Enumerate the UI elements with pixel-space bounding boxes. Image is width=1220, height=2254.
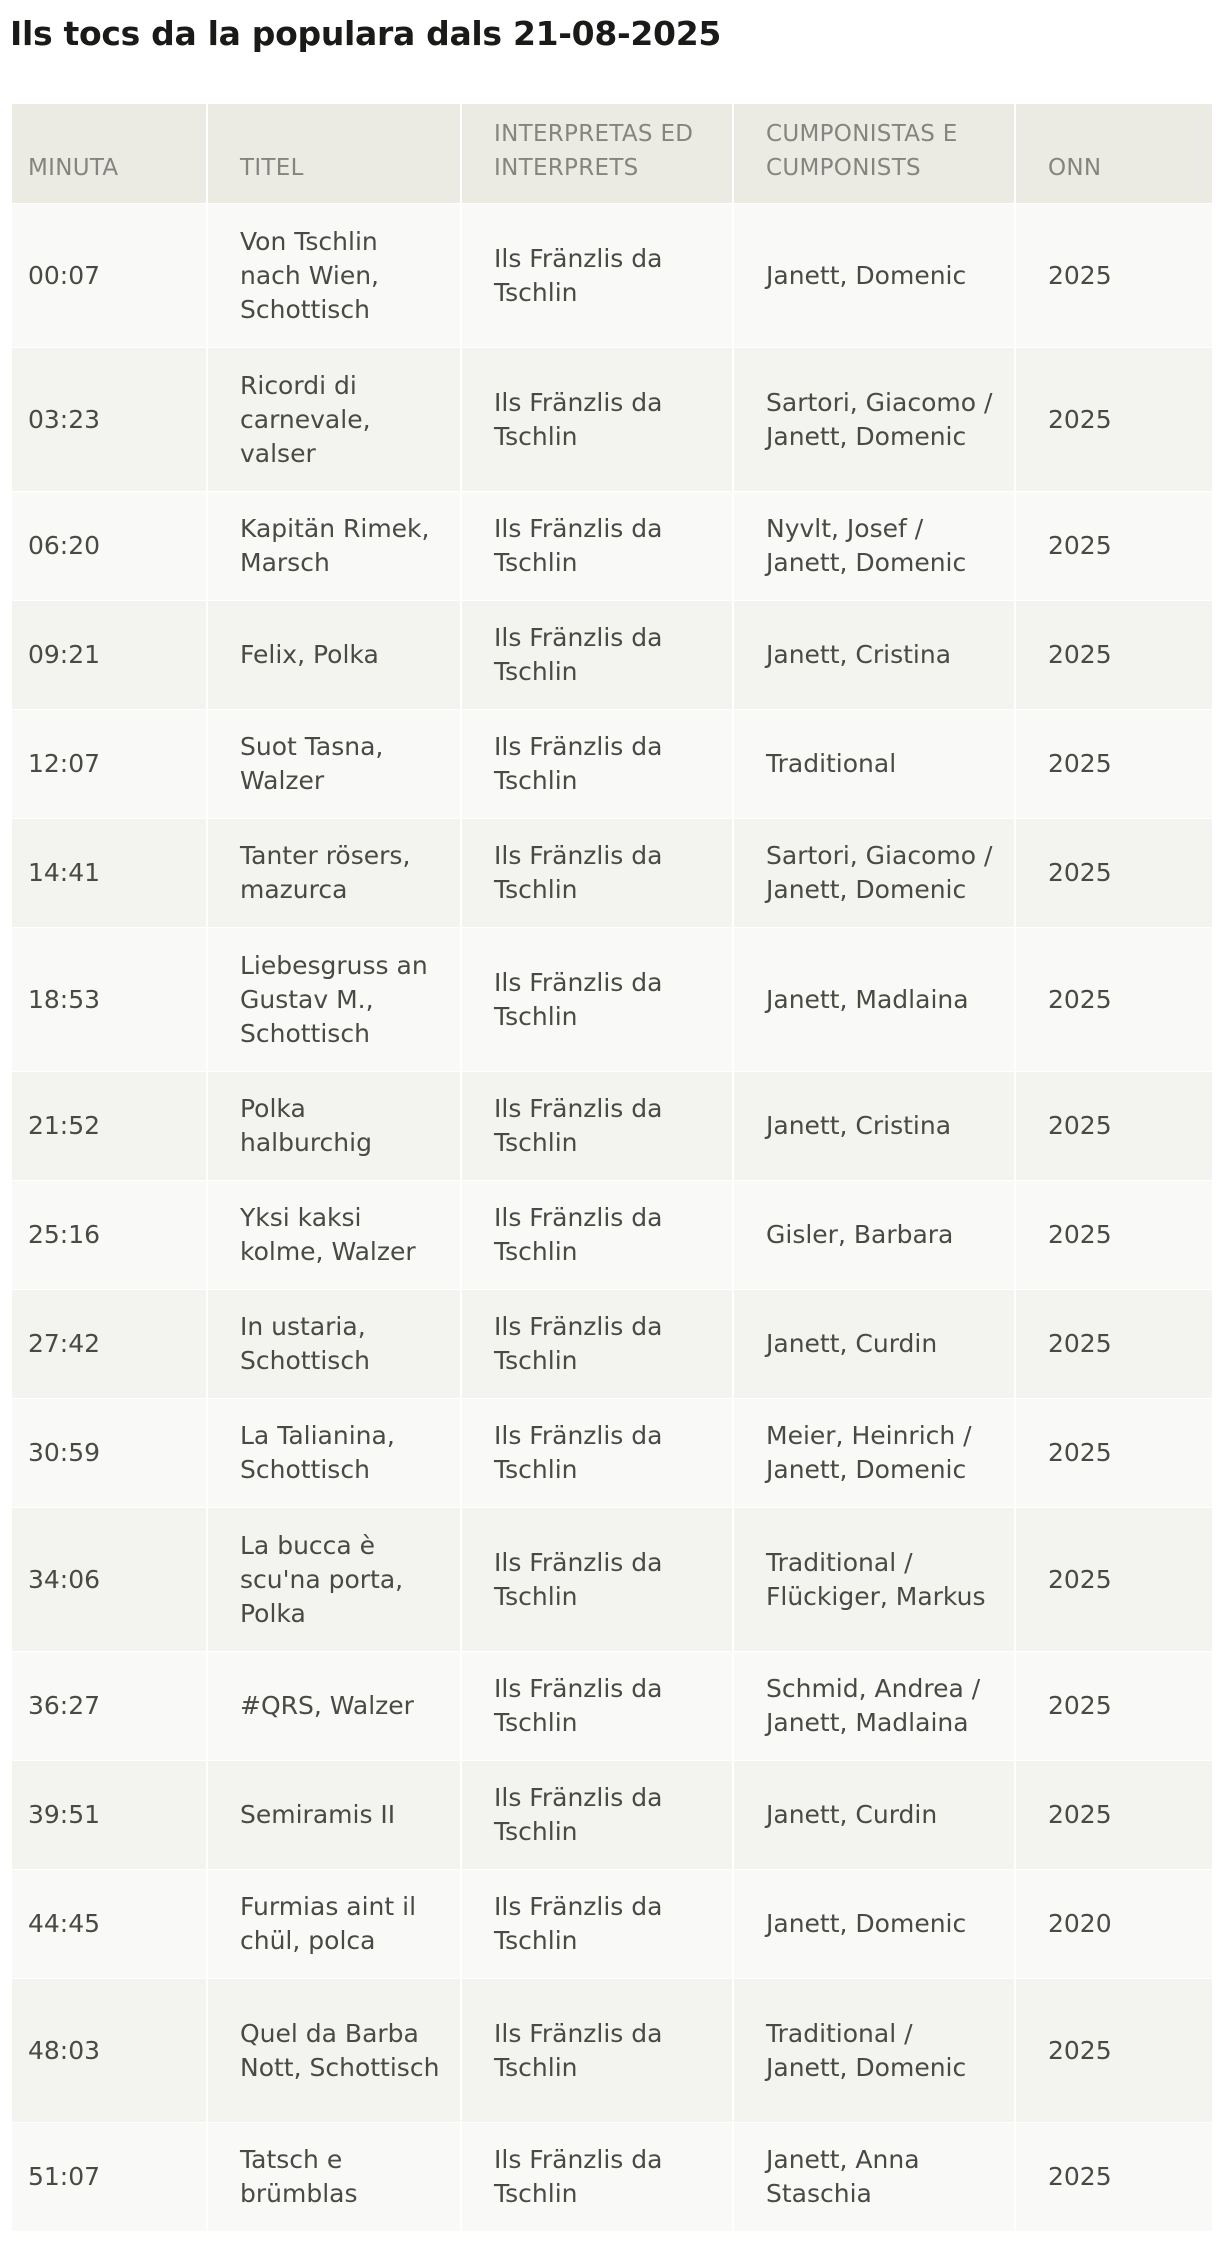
cell-minuta: 21:52 <box>12 1072 206 1180</box>
cell-minuta: 36:27 <box>12 1652 206 1760</box>
cell-titel: Von Tschlin nach Wien, Schottisch <box>208 204 460 347</box>
cell-minuta: 34:06 <box>12 1508 206 1651</box>
column-header-cumponistas: CUMPONISTAS E CUMPONISTS <box>734 104 1014 203</box>
cell-titel: Tatsch e brümblas <box>208 2123 460 2231</box>
cell-onn: 2025 <box>1016 348 1212 491</box>
cell-interpretas: Ils Fränzlis da Tschlin <box>462 1870 732 1978</box>
table-row <box>12 1290 1212 1398</box>
page-title: Ils tocs da la populara dals 21-08-2025 <box>10 14 722 53</box>
cell-interpretas: Ils Fränzlis da Tschlin <box>462 1761 732 1869</box>
table-row <box>12 492 1212 600</box>
cell-cumponistas: Traditional / Janett, Domenic <box>734 1979 1014 2122</box>
cell-interpretas: Ils Fränzlis da Tschlin <box>462 1652 732 1760</box>
cell-minuta: 44:45 <box>12 1870 206 1978</box>
cell-minuta: 00:07 <box>12 204 206 347</box>
cell-interpretas: Ils Fränzlis da Tschlin <box>462 928 732 1071</box>
cell-interpretas: Ils Fränzlis da Tschlin <box>462 492 732 600</box>
cell-onn: 2025 <box>1016 1072 1212 1180</box>
cell-onn: 2025 <box>1016 1652 1212 1760</box>
cell-cumponistas: Nyvlt, Josef / Janett, Domenic <box>734 492 1014 600</box>
cell-cumponistas: Meier, Heinrich / Janett, Domenic <box>734 1399 1014 1507</box>
cell-minuta: 12:07 <box>12 710 206 818</box>
column-header-minuta: MINUTA <box>12 104 206 203</box>
cell-minuta: 18:53 <box>12 928 206 1071</box>
cell-onn: 2025 <box>1016 492 1212 600</box>
cell-onn: 2025 <box>1016 1761 1212 1869</box>
cell-cumponistas: Gisler, Barbara <box>734 1181 1014 1289</box>
cell-titel: Polka halburchig <box>208 1072 460 1180</box>
cell-interpretas: Ils Fränzlis da Tschlin <box>462 1399 732 1507</box>
cell-minuta: 27:42 <box>12 1290 206 1398</box>
cell-interpretas: Ils Fränzlis da Tschlin <box>462 1290 732 1398</box>
playlist-table <box>10 103 1214 2232</box>
cell-interpretas: Ils Fränzlis da Tschlin <box>462 710 732 818</box>
cell-titel: Kapitän Rimek, Marsch <box>208 492 460 600</box>
cell-titel: Furmias aint il chül, polca <box>208 1870 460 1978</box>
cell-interpretas: Ils Fränzlis da Tschlin <box>462 204 732 347</box>
cell-interpretas: Ils Fränzlis da Tschlin <box>462 348 732 491</box>
cell-onn: 2025 <box>1016 1399 1212 1507</box>
table-row <box>12 1508 1212 1651</box>
column-header-interpretas: INTERPRETAS ED INTERPRETS <box>462 104 732 203</box>
cell-minuta: 48:03 <box>12 1979 206 2122</box>
cell-titel: Semiramis II <box>208 1761 460 1869</box>
cell-minuta: 51:07 <box>12 2123 206 2231</box>
table-row <box>12 1761 1212 1869</box>
cell-onn: 2025 <box>1016 1979 1212 2122</box>
cell-cumponistas: Janett, Domenic <box>734 204 1014 347</box>
cell-onn: 2025 <box>1016 1181 1212 1289</box>
cell-cumponistas: Janett, Anna Staschia <box>734 2123 1014 2231</box>
cell-titel: La bucca è scu'na porta, Polka <box>208 1508 460 1651</box>
cell-titel: #QRS, Walzer <box>208 1652 460 1760</box>
cell-minuta: 25:16 <box>12 1181 206 1289</box>
cell-minuta: 09:21 <box>12 601 206 709</box>
table-row <box>12 928 1212 1071</box>
cell-titel: La Talianina, Schottisch <box>208 1399 460 1507</box>
table-row <box>12 710 1212 818</box>
cell-onn: 2020 <box>1016 1870 1212 1978</box>
cell-titel: Ricordi di carnevale, valser <box>208 348 460 491</box>
table-row <box>12 819 1212 927</box>
cell-cumponistas: Janett, Cristina <box>734 1072 1014 1180</box>
cell-interpretas: Ils Fränzlis da Tschlin <box>462 1508 732 1651</box>
cell-minuta: 06:20 <box>12 492 206 600</box>
cell-interpretas: Ils Fränzlis da Tschlin <box>462 1181 732 1289</box>
cell-titel: Felix, Polka <box>208 601 460 709</box>
cell-onn: 2025 <box>1016 1290 1212 1398</box>
cell-titel: Quel da Barba Nott, Schottisch <box>208 1979 460 2122</box>
cell-onn: 2025 <box>1016 819 1212 927</box>
table-row <box>12 348 1212 491</box>
table-row <box>12 2123 1212 2231</box>
cell-onn: 2025 <box>1016 928 1212 1071</box>
cell-interpretas: Ils Fränzlis da Tschlin <box>462 819 732 927</box>
cell-cumponistas: Janett, Cristina <box>734 601 1014 709</box>
cell-titel: Liebesgruss an Gustav M., Schottisch <box>208 928 460 1071</box>
cell-interpretas: Ils Fränzlis da Tschlin <box>462 601 732 709</box>
column-header-titel: TITEL <box>208 104 460 203</box>
cell-titel: Tanter rösers, mazurca <box>208 819 460 927</box>
cell-cumponistas: Janett, Curdin <box>734 1761 1014 1869</box>
table-row <box>12 204 1212 347</box>
cell-cumponistas: Sartori, Giacomo / Janett, Domenic <box>734 348 1014 491</box>
cell-cumponistas: Janett, Madlaina <box>734 928 1014 1071</box>
cell-cumponistas: Schmid, Andrea / Janett, Madlaina <box>734 1652 1014 1760</box>
cell-minuta: 30:59 <box>12 1399 206 1507</box>
cell-titel: In ustaria, Schottisch <box>208 1290 460 1398</box>
table-row <box>12 1072 1212 1180</box>
table-row <box>12 1979 1212 2122</box>
table-row <box>12 1870 1212 1978</box>
cell-cumponistas: Janett, Domenic <box>734 1870 1014 1978</box>
table-header-row <box>12 104 1212 203</box>
cell-cumponistas: Sartori, Giacomo / Janett, Domenic <box>734 819 1014 927</box>
cell-cumponistas: Traditional / Flückiger, Markus <box>734 1508 1014 1651</box>
cell-interpretas: Ils Fränzlis da Tschlin <box>462 1979 732 2122</box>
cell-cumponistas: Janett, Curdin <box>734 1290 1014 1398</box>
cell-minuta: 14:41 <box>12 819 206 927</box>
cell-onn: 2025 <box>1016 1508 1212 1651</box>
cell-titel: Yksi kaksi kolme, Walzer <box>208 1181 460 1289</box>
table-row <box>12 1181 1212 1289</box>
column-header-onn: ONN <box>1016 104 1212 203</box>
table-row <box>12 1652 1212 1760</box>
cell-onn: 2025 <box>1016 204 1212 347</box>
cell-onn: 2025 <box>1016 601 1212 709</box>
table-row <box>12 1399 1212 1507</box>
cell-minuta: 03:23 <box>12 348 206 491</box>
cell-cumponistas: Traditional <box>734 710 1014 818</box>
table-row <box>12 601 1212 709</box>
cell-titel: Suot Tasna, Walzer <box>208 710 460 818</box>
cell-interpretas: Ils Fränzlis da Tschlin <box>462 2123 732 2231</box>
cell-onn: 2025 <box>1016 2123 1212 2231</box>
cell-minuta: 39:51 <box>12 1761 206 1869</box>
cell-interpretas: Ils Fränzlis da Tschlin <box>462 1072 732 1180</box>
cell-onn: 2025 <box>1016 710 1212 818</box>
